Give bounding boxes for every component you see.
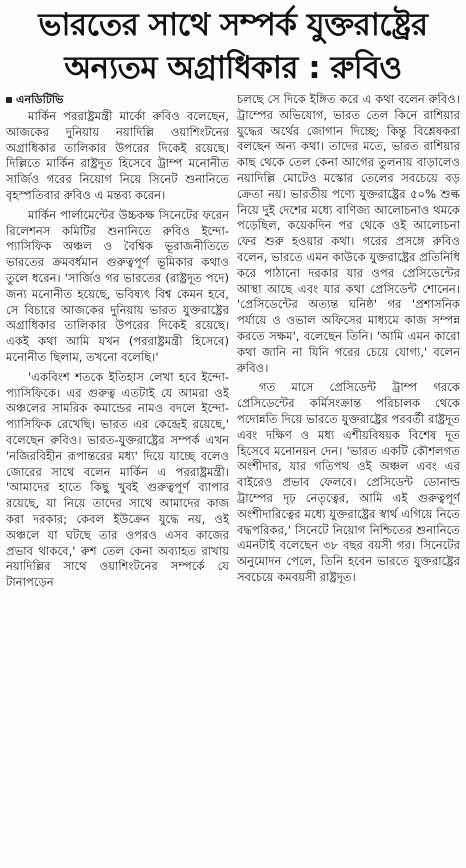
byline — [6, 92, 229, 107]
paragraph: চলছে সে দিকে ইঙ্গিত করে এ কথা বলেন রুবিও। ট্রাম্পের অভিযোগ, ভারত তেল কিনে রাশিয়ার যুদ্ধের অর্থের জোগান দিচ্ছে; কিন্তু বিশ্লেষকরা বলছেন অন্য কথা। তাদের মতে, ভারত রাশিয়ার কাছ থেকে তেল কেনা আগের তুলনায় বাড়ালেও নয়াদিল্লি মোটেও মস্কোর তেলের সবচেয়ে বড় ক্রেতা নয়। ভারতীয় পণ্যে যুক্তরাষ্ট্রের ৫০% শুল্ক নিয়ে দুই দেশের মধ্যে বাণিজ্য আলোচনাও থমকে পড়েছিল, কয়েকদিন পর থেকে ওই আলোচনা ফের শুরু হওয়ার কথা। গরের প্রসঙ্গে রুবিও বলেন, ভারতে এমন কাউকে যুক্তরাষ্ট্রের প্রতিনিধি করে পাঠানো দরকার যার ওপর প্রেসিডেন্টের আস্থা আছে এবং যার কথা প্রেসিডেন্ট শোনেন। 'প্রেসিডেন্টের অত্যন্ত ঘনিষ্ঠ' গর 'প্রশাসনিক পর্যায়ে ও ওভাল অফিসের মাধ্যমে কাজ সম্পন্ন করতে সক্ষম', বলেছেন তিনি। 'আমি এমন কারো কথা জানি না যিনি গরের চেয়ে যোগ্য,' বলেন রুবিও। — [237, 92, 460, 375]
byline-source: এনডিটিভি — [16, 93, 64, 106]
paragraph: মার্কিন পার্লামেন্টের উচ্চকক্ষ সিনেটের ফরেন রিলেশনস কমিটির শুনানিতে রুবিও ইন্দো-প্যাসিফিক অঞ্চল ও বৈশ্বিক ভূরাজনীতিতে ভারতের ক্রমবর্ধমান গুরুত্বপূর্ণ ভূমিকার কথাও তুলে ধরেন। 'সার্জিও গর ভারতের (রাষ্ট্রদূত পদে) জন্য মনোনীত হয়েছে, ভবিষ্যৎ বিশ্ব কেমন হবে, সে বিচারে আজকের দুনিয়ায় ভারত যুক্তরাষ্ট্রের অগ্রাধিকার তালিকার উপরের দিকেই রয়েছে। একই কথা আমি যখন (পররাষ্ট্রমন্ত্রী হিসেবে) মনোনীত ছিলাম, তখনো বলেছি।' — [6, 207, 229, 364]
paragraph: মার্কিন পররাষ্ট্রমন্ত্রী মার্কো রুবিও বলেছেন, আজকের দুনিয়ায় নয়াদিল্লি ওয়াশিংটনের অগ্রাধিকার তালিকার উপরের দিকেই রয়েছে। দিল্লিতে মার্কিন রাষ্ট্রদূত হিসেবে ট্রাম্প মনোনীত সার্জিও গরের নিয়োগ নিয়ে সিনেট শুনানিতে বৃহস্পতিবার রুবিও এ মন্তব্য করেন। — [6, 109, 229, 202]
article-body — [6, 92, 460, 868]
paragraph: 'একবিংশ শতকে ইতিহাস লেখা হবে ইন্দো-প্যাসিফিকে। এর গুরুত্ব এতটাই যে আমরা ওই অঞ্চলের সামরিক কমান্ডের নামও বদলে ইন্দো-প্যাসিফিক রেখেছি। ভারত এর কেন্দ্রেই রয়েছে,' বলেছেন রুবিও। ভারত-যুক্তরাষ্ট্রের সম্পর্ক এখন 'নজিরবিহীন রূপান্তরের মধ্য' দিয়ে যাচ্ছে বলেও জোরের সাথে বলেন মার্কিন এ পররাষ্ট্রমন্ত্রী। 'আমাদের হাতে কিছু খুবই গুরুত্বপূর্ণ ব্যাপার রয়েছে, যা নিয়ে তাদের সাথে আমাদের কাজ করা দরকার; কেবল ইউক্রেন যুদ্ধে নয়, ওই অঞ্চলে যা ঘটছে তার ওপরও এসব কাজের প্রভাব থাকবে,' রুশ তেল কেনা অব্যাহত রাখায় নয়াদিল্লির সাথে ওয়াশিংটনের সম্পর্কে যে টানাপড়েন — [6, 369, 229, 590]
right-column — [237, 92, 460, 868]
left-column — [6, 92, 229, 868]
headline-line-2: অন্যতম অগ্রাধিকার : রুবিও — [64, 50, 402, 86]
headline — [6, 4, 460, 90]
headline-line-1: ভারতের সাথে সম্পর্ক যুক্তরাষ্ট্রের — [38, 7, 428, 43]
bullet-icon — [6, 97, 12, 103]
paragraph: গত মাসে প্রেসিডেন্ট ট্রাম্প গরকে প্রেসিডেন্টের কর্মিসংক্রান্ত পরিচালক থেকে পদোন্নতি দিয়ে ভারতে যুক্তরাষ্ট্রের পরবর্তী রাষ্ট্রদূত এবং দক্ষিণ ও মধ্য এশীয়বিষয়ক বিশেষ দূত হিসেবে মনোনয়ন দেন। 'ভারত একটি কৌশলগত অংশীদার, যার গতিপথ ওই অঞ্চল এবং এর বাইরেও প্রভাব ফেলবে। প্রেসিডেন্ট ডোনাল্ড ট্রাম্পের দৃঢ় নেতৃত্বের, আমি এই গুরুত্বপূর্ণ অংশীদারিত্বের মধ্যে যুক্তরাষ্ট্রের স্বার্থ এগিয়ে নিতে বদ্ধপরিকর,' সিনেটে নিয়োগ নিশ্চিতের শুনানিতে এমনটাই বলেছেন ৩৮ বছর বয়সী গর। সিনেটের অনুমোদন পেলে, তিনি হবেন ভারতে যুক্তরাষ্ট্রের সবচেয়ে কমবয়সী রাষ্ট্রদূত। — [237, 380, 460, 584]
